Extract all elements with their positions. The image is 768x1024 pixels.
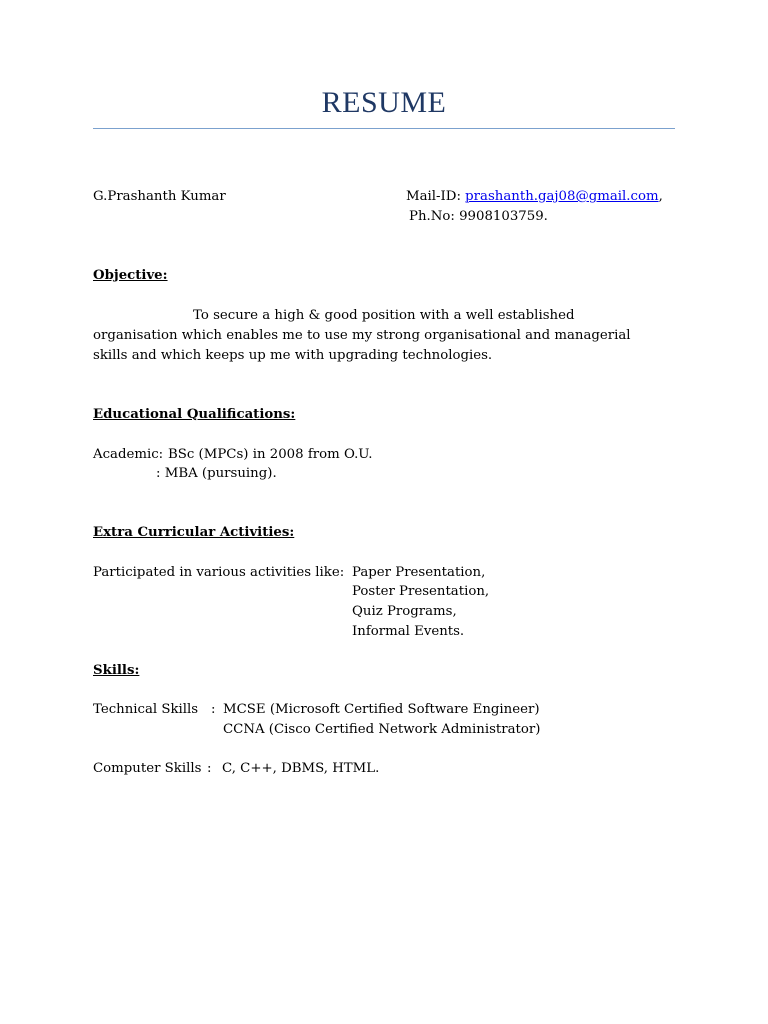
technical-skills-colon: : [211, 702, 216, 717]
academic-label: Academic: [93, 447, 164, 462]
computer-skills-value: C, C++, DBMS, HTML. [222, 761, 380, 776]
technical-skill-item: MCSE (Microsoft Certified Software Engineer) [223, 702, 540, 717]
activities-label: Participated in various activities like: [93, 565, 345, 580]
academic-item-1: BSc (MPCs) in 2008 from O.U. [168, 447, 373, 462]
education-heading: Educational Qualifications: [93, 407, 296, 422]
candidate-name: G.Prashanth Kumar [93, 189, 226, 204]
phone-number: Ph.No: 9908103759. [409, 209, 548, 224]
activity-item: Paper Presentation, [352, 565, 486, 580]
objective-heading: Objective: [93, 268, 168, 283]
mail-suffix: , [658, 189, 663, 204]
extra-curricular-heading: Extra Curricular Activities: [93, 525, 295, 540]
activity-item: Poster Presentation, [352, 584, 490, 599]
technical-skill-item: CCNA (Cisco Certified Network Administrator) [223, 722, 541, 737]
mail-line [406, 187, 663, 207]
resume-title: RESUME [321, 86, 447, 119]
skills-heading: Skills: [93, 663, 140, 678]
activity-item: Quiz Programs, [352, 604, 457, 619]
academic-item-2: : MBA (pursuing). [156, 466, 277, 481]
computer-skills-colon: : [207, 761, 212, 776]
technical-skills-label: Technical Skills [93, 702, 199, 717]
title-divider [93, 128, 675, 129]
objective-text [93, 306, 663, 366]
objective-paragraph: To secure a high & good position with a well established organisation which enables me to use my strong organisational and managerial skills and which keeps up me with upgrading technologies. [93, 308, 631, 363]
computer-skills-label: Computer Skills [93, 761, 202, 776]
email-link[interactable]: prashanth.gaj08@gmail.com [465, 189, 659, 204]
mail-label: Mail-ID: [406, 189, 466, 204]
activity-item: Informal Events. [352, 624, 465, 639]
